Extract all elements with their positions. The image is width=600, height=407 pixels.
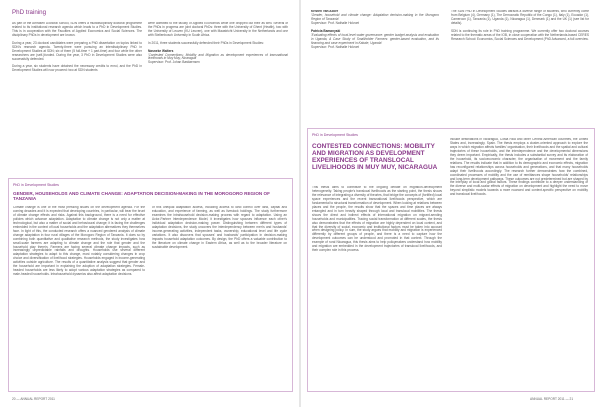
right-box-title-wrap [312, 143, 442, 171]
left-col2-para-2: In 2011, three students successfully defended their PhDs in Development Studies: [148, 40, 264, 45]
left-col1-para-3: During a year, six students have obtained the necessary credits to enrol, and the PhD in Development Studies will now proceed: two at SDN students [12, 64, 142, 73]
footer-left: 20 — ANNUAL REPORT 2011 [12, 397, 55, 401]
defense-title: 'Contested Connections: Mobility and Migration as development experiences of transnational livelihoods in Muy Muy, Nicaragua' [148, 52, 288, 61]
defense-title: 'Gender, household and climate change: Adaptation decision-making in the Morogoro Region of Tanzania' [311, 12, 439, 21]
right-page [301, 0, 600, 407]
right-box-col2: include destinations in Nicaragua, Costa Rica and other Central American countries, the United States and, increasingly, Spain. The thesis employs a cluster-oriented approach to explore the ways in which migration affects families' organisation, their livelihoods and the spatial and cultural trajectories of these households, and the interdependence and the developmental dimensions they deem important. Empirically, the thesis includes a substantial survey and its elaboration of the household, its socioeconomic character, the organisation of movement and the family relations. The results indicate that in addition to its demographic and economic effects, migration has reconfigured relationships across households and generations, and that many households adapt their livelihoods accordingly. The research further demonstrates how the combined, coordinated processes of mobility and the use of remittances shape households' relationships and long-term development pathways. These outcomes are not predetermined but are shaped by the interplay of local and global factors. These findings contribute to a deeper understanding of the diverse and multi-scalar effects of migration on development and highlight the need to move beyond simplistic models towards a more nuanced and context-specific perspective on mobility and translocal livelihoods. [450, 138, 588, 197]
left-col2 [148, 22, 288, 172]
left-box-title: GENDER, HOUSEHOLDS AND CLIMATE CHANGE: ADAPTATION DECISION-MAKING IN THE MOROGORO REGION OF TANZANIA [13, 191, 270, 202]
left-box-col1: Climate change is one of the most pressing issues on the development agenda. For the coming decades and it is expected that developing countries, in particular, will bear the brunt of climate change effects and risks. Against this background, there is a need for effective policies which advance adaptation. Adaptation to climate change is not only a matter at technological, but also a matter of social and behavioural change; it is facing the challenges embedded in the context of local households and the adaptation alternatives they themselves face. In light of this, the conducted research offers a nuanced gendered analysis of climate change adaptation in four rural villages of the Morogoro Region of Tanzania. It does so by combining both quantitative and qualitative research methods, the study investigates how small-scale farmers are adapting to climate change and the role that gender and the household play therein. Farmers are facing several climate change impacts, such as increasingly unpredictable rainfalls and droughts. Households use several different adaptation strategies to adapt to this change, most notably considering changes in crop choice and diversification of livelihood strategies. Households engaged in income-generating activities outside agriculture. The results of a quantitative analysis suggest that gender and the household are important in explaining the adoption of adaptation strategies. Female-headed households are less likely to adopt various adaptation strategies as compared to male-headed households. Intrahousehold dynamics also affect adaptation decisions. [13, 206, 145, 277]
right-col2-para-1: The SDN PhD in Development Studies attracts a diverse range of students, who currently come from Belgium (4), Germany (1), The Democratic Republic of the Congo (1), Italy (1), Ecuador (1), Cameroon (1), Tanzania (1), Uganda (1), Nicaragua (1), Denmark (1) and the UK (1) (see list for details). [451, 10, 589, 25]
defense-supervisor: Supervisor: Prof. Nathalie Holvoet [311, 20, 360, 25]
right-box-col1: This thesis aims to contribute to the ongoing debate on migration-development heterogeneity. Taking people's translocal livelihoods as the starting point, the thesis shows the relevance of integrating a diversity of theories, that bridge the concepts of (fortified) local space experiences and the recent transnational livelihoods perspective, which are fundamental to structural transformation of development. When looking at relations between places and the people, the results show that the spaces and time places are always entangled and in turn heavily shaped through local and translocal mobilities. The thesis shows the direct and indirect effects of international migration on migrant-sending households and municipalities. Tracing social transformation at different scales, the thesis also demonstrates that the effects of migration are highly dependent on local context, and that the diversity of social, economic and institutional factors must be taken into account when designing policy. In sum, the study argues that mobility and migration is experienced differently by different groups of people, and there is a need to capture how the development outcomes can be understood and promoted in that context. Through the example of rural Nicaragua, this thesis aims to help policymakers understand how mobility and migration are embedded in the development trajectories of translocal livelihoods, and their complex role in this process. [312, 186, 442, 253]
left-col2-para-1: were admitted to the faculty of Applied Economics while one dropped out their as well. Several of the PhDs in progress are joint doctoral PhDs: three with the University of Ghent (Health), two with the University of Leuven (KU Leuven), one with Maastricht University in the Netherlands and one with Stellenbosch University in South Africa. [148, 22, 288, 37]
defense-supervisor: Supervisor: Prof. Nathalie Holvoet [311, 44, 360, 49]
right-box-tag: PhD in Development Studies [312, 133, 358, 137]
defender-name: Patricia Bamanyaki [311, 28, 341, 33]
right-box-title: CONTESTED CONNECTIONS: MOBILITY AND MIGRATION AS DEVELOPMENT EXPERIENCES OF TRANSLOCAL LIVELIHOODS IN MUY MUY, NICARAGUA [312, 143, 438, 172]
left-box-title-wrap [13, 191, 287, 202]
footer-right: ANNUAL REPORT 2011 — 21 [530, 397, 574, 401]
left-page [0, 0, 299, 407]
left-col1-para-2: During a year, 23 doctoral candidates were preparing a PhD dissertation on topics linked to SDN's research agenda. Twenty-three were pursuing an interdisciplinary PhD in Development Studies at SDN; six of them (5 full-time + 1 part-time) and four while the other researchers are (self-)funded. During the year, 3 PhD in Development Studies were also successfully defended. [12, 40, 142, 61]
right-col2 [451, 10, 589, 90]
right-col1 [311, 10, 439, 78]
defense-title: 'Evaluating effects of local-level water governance: gender budget analysis and evaluation in Uganda, A Case Study of Smallholder Farmers: gender-based evaluation, and its financing and case experiment in Kabale, Uganda' [311, 32, 439, 45]
left-col1-para-1: As part of the Amrasen Doctoral School, SDN offers a multidisciplinary doctoral programme related to its institutional research agenda which leads to a PhD in Development Studies. This is in cooperation with the Faculties of Applied Economics and Social Sciences. The disciplinary PhDs in development are known. [12, 22, 142, 37]
left-col1 [12, 22, 142, 172]
left-box-tag: PhD in Development Studies [13, 183, 59, 187]
right-col2-para-2: SDN is continuing its role in PhD training programme. We currently offer two doctoral courses related to the thematic areas of the IOB, in close cooperation with the Netherlands-based CERES Research School: Economics, Social Sciences and Development (PhD Advanced, a full overview. [451, 28, 589, 41]
defender-name: Kristen Van Acker [311, 10, 339, 13]
section-title: PhD training [12, 9, 47, 16]
defense-supervisor: Supervisor: Prof. Johan Bastiaensen [148, 60, 200, 65]
left-box-col2: of this unequal adaptation access, including access to land control over land, capital and education, and experience of farming, as well as livestock holdings. The study furthermore examines the intrahousehold decision-making process with regard to adaptation. Using an Actor-Partner Interdependence Model, it investigates how spouses influence each other's individual adaptation decision-making power. Distinguishing between different types of adaptation decisions, the study uncovers the interdependency between men's and husbands' income-generating activities, independent tasks, ownership, educational level and life cycle variations. It also discovers that spouses' and husbands' participation in decision-making impacts household adaptation outcomes. By design, the PhD offers a valuable contribution to the literature on climate change in Eastern Africa, as well as to the broader literature on sustainable development. [152, 206, 287, 249]
defender-name: Nasneke Walters [148, 48, 174, 53]
